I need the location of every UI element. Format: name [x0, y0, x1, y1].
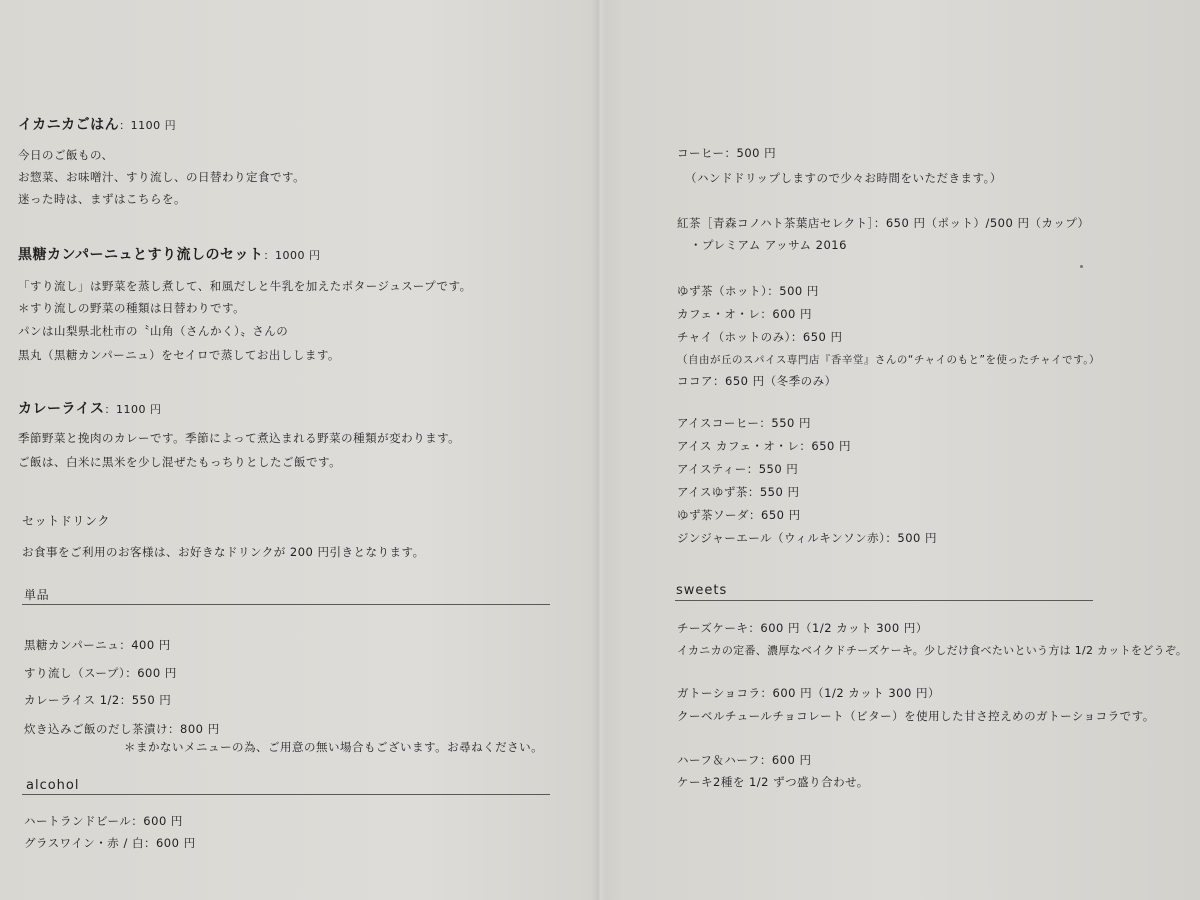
single-item-1: 黒糖カンパーニュ：400 円	[24, 638, 171, 652]
set-desc-4: 黒丸（黒糖カンパーニュ）をセイロで蒸してお出しします。	[18, 348, 340, 362]
alcohol-rule	[22, 794, 550, 795]
ikanika-gohan-title	[18, 118, 176, 132]
curry-desc-2: ご飯は、白米に黒米を少し混ぜたもっちりとしたご飯です。	[18, 455, 342, 469]
paper-speck	[1080, 265, 1083, 268]
sweets-gateau-chocolat: ガトーショコラ：600 円（1/2 カット 300 円）	[677, 686, 940, 700]
sweets-cheesecake-desc: イカニカの定番、濃厚なベイクドチーズケーキ。少しだけ食べたいという方は 1/2 カットをどうぞ。	[677, 644, 1188, 657]
sweets-half-and-half: ハーフ＆ハーフ：600 円	[677, 753, 812, 767]
set-title	[18, 248, 321, 262]
ikanika-gohan-name: イカニカごはん	[18, 117, 120, 133]
curry-price: ：1100 円	[104, 403, 162, 416]
sweets-half-and-half-desc: ケーキ2種を 1/2 ずつ盛り合わせ。	[677, 775, 869, 789]
set-drink-desc: お食事をご利用のお客様は、お好きなドリンクが 200 円引きとなります。	[22, 545, 425, 559]
ikanika-gohan-desc-2: お惣菜、お味噌汁、すり流し、の日替わり定食です。	[18, 170, 306, 184]
drink-iced-yuzu: アイスゆず茶：550 円	[677, 485, 800, 499]
drink-ginger-ale: ジンジャーエール（ウィルキンソン赤）：500 円	[677, 531, 938, 545]
drink-coffee-note: （ハンドドリップしますので少々お時間をいただきます。）	[685, 171, 1002, 185]
single-heading: 単品	[24, 588, 50, 602]
single-note: ＊まかないメニューの為、ご用意の無い場合もございます。お尋ねください。	[124, 740, 544, 754]
drink-yuzu-hot: ゆず茶（ホット）：500 円	[677, 284, 819, 298]
curry-desc-1: 季節野菜と挽肉のカレーです。季節によって煮込まれる野菜の種類が変わります。	[18, 431, 461, 445]
sweets-heading: sweets	[676, 583, 728, 598]
set-desc-1: 「すり流し」は野菜を蒸し煮して、和風だしと牛乳を加えたポタージュスープです。	[18, 279, 472, 293]
single-item-3: カレーライス 1/2：550 円	[24, 693, 172, 707]
drink-chai-note: （自由が丘のスパイス専門店『香辛堂』さんの“チャイのもと”を使ったチャイです。）	[677, 354, 1101, 366]
set-desc-2: ＊すり流しの野菜の種類は日替わりです。	[18, 301, 246, 315]
drink-cafe-au-lait: カフェ・オ・レ：600 円	[677, 307, 813, 321]
set-name: 黒糖カンパーニュとすり流しのセット	[18, 247, 264, 263]
drink-tea-variety: ・プレミアム アッサム 2016	[690, 238, 847, 252]
set-price: ：1000 円	[263, 249, 321, 262]
set-drink-title: セットドリンク	[22, 514, 110, 528]
drink-chai: チャイ（ホットのみ）：650 円	[677, 330, 843, 344]
drink-iced-cafe-au-lait: アイス カフェ・オ・レ：650 円	[677, 439, 852, 453]
drink-cocoa: ココア：650 円（冬季のみ）	[677, 374, 837, 388]
sweets-rule	[675, 600, 1093, 601]
sweets-cheesecake: チーズケーキ：600 円（1/2 カット 300 円）	[677, 621, 928, 635]
ikanika-gohan-desc-3: 迷った時は、まずはこちらを。	[18, 192, 186, 206]
drink-tea: 紅茶［青森コノハト茶葉店セレクト］：650 円（ポット）/500 円（カップ）	[677, 216, 1090, 230]
single-rule	[22, 604, 550, 605]
curry-title	[18, 402, 161, 416]
alcohol-heading: alcohol	[26, 778, 80, 793]
alcohol-item-1: ハートランドビール：600 円	[24, 814, 183, 828]
page-fold	[592, 0, 606, 900]
drink-iced-coffee: アイスコーヒー：550 円	[677, 416, 811, 430]
single-item-2: すり流し（スープ）：600 円	[24, 666, 177, 680]
ikanika-gohan-desc-1: 今日のご飯もの、	[18, 148, 114, 162]
curry-name: カレーライス	[18, 401, 105, 417]
single-item-4: 炊き込みご飯のだし茶漬け：800 円	[24, 722, 220, 736]
sweets-gateau-chocolat-desc: クーベルチュールチョコレート（ビター）を使用した甘さ控えめのガトーショコラです。	[677, 709, 1155, 723]
drink-yuzu-soda: ゆず茶ソーダ：650 円	[677, 508, 801, 522]
alcohol-item-2: グラスワイン・赤 / 白：600 円	[24, 836, 196, 850]
ikanika-gohan-price: ：1100 円	[119, 119, 177, 132]
set-desc-3: パンは山梨県北杜市の〝山角（さんかく）〟さんの	[18, 324, 289, 338]
drink-iced-tea: アイスティー：550 円	[677, 462, 799, 476]
drink-coffee: コーヒー：500 円	[677, 146, 777, 160]
